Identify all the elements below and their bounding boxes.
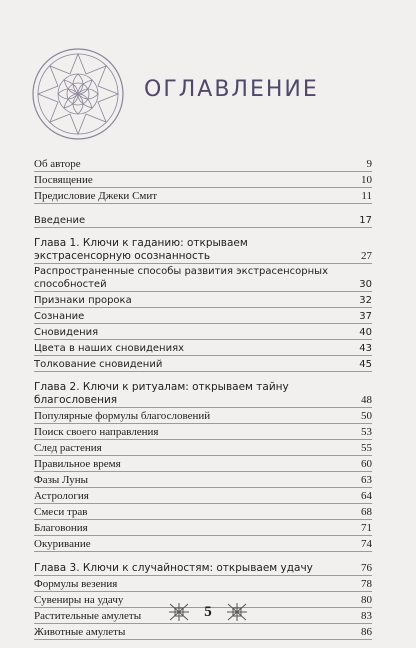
toc-entry-page: 27 [361, 250, 372, 262]
toc-entry [34, 308, 372, 324]
toc-entry-page: 32 [359, 295, 372, 306]
page-title: ОГЛАВЛЕНИЕ [144, 77, 319, 102]
toc-entry-title: Правильное время [34, 458, 121, 470]
toc-entry-page: 45 [359, 359, 372, 370]
toc-entry-title: Животные амулеты [34, 626, 126, 638]
toc-entry-page: 55 [361, 442, 372, 454]
toc-entry-title: Популярные формулы благословений [34, 410, 211, 422]
toc-entry [34, 520, 372, 536]
toc-entry-page: 11 [361, 190, 372, 202]
toc-entry [34, 340, 372, 356]
toc-entry-page: 40 [359, 327, 372, 338]
toc-entry-title: Астрология [34, 490, 89, 502]
toc-entry [34, 488, 372, 504]
toc-entry-title: Об авторе [34, 158, 81, 170]
toc-entry-page: 9 [366, 158, 372, 170]
toc-entry [34, 440, 372, 456]
star-ornament-icon [168, 602, 190, 622]
toc-section [34, 560, 372, 640]
toc-entry [34, 472, 372, 488]
toc-entry-page: 10 [361, 174, 372, 186]
toc-entry-title: Благовония [34, 522, 88, 534]
toc-chapter-entry [34, 236, 372, 264]
toc-entry-page: 64 [361, 490, 372, 502]
toc-entry-title: След растения [34, 442, 102, 454]
toc-section [34, 156, 372, 204]
toc-entry-title: Фазы Луны [34, 474, 89, 486]
toc-entry [34, 576, 372, 592]
toc-section [34, 380, 372, 552]
toc-entry-title: Посвящение [34, 174, 93, 186]
toc-entry-page: 43 [359, 343, 372, 354]
toc-header [22, 44, 402, 144]
toc-entry [34, 424, 372, 440]
toc-entry-page: 76 [361, 562, 372, 574]
toc-entry [34, 188, 372, 204]
toc-entry-page: 71 [361, 522, 372, 534]
toc-entry-title: Сновидения [34, 327, 99, 338]
toc-entry [34, 264, 372, 292]
toc-entry-title: Распространенные способы развития экстрасенсорных способностей [34, 266, 328, 290]
toc-entry-title: Поиск своего направления [34, 426, 159, 438]
toc-entry [34, 356, 372, 372]
toc-entry-title: Предисловие Джеки Смит [34, 190, 158, 202]
toc-entry-page: 86 [361, 626, 372, 638]
page-footer [0, 602, 416, 622]
toc-entry [34, 156, 372, 172]
toc-entry [34, 536, 372, 552]
toc-entry-page: 83 [361, 610, 372, 622]
toc-entry-title: Окуривание [34, 538, 91, 550]
toc-entry-page: 74 [361, 538, 372, 550]
toc-entry-title: Введение [34, 215, 86, 226]
toc-section [34, 236, 372, 372]
toc-entry-page: 53 [361, 426, 372, 438]
toc-section [34, 212, 372, 228]
toc-chapter-entry [34, 380, 372, 408]
toc-entry-title: Глава 2. Ключи к ритуалам: открываем тайну благословения [34, 381, 289, 406]
toc-entry-page: 63 [361, 474, 372, 486]
toc-entry [34, 624, 372, 640]
toc-entry-title: Сувениры на удачу [34, 594, 124, 606]
toc-entry-title: Признаки пророка [34, 295, 132, 306]
dreamcatcher-emblem-icon [30, 44, 126, 144]
toc-entry-title: Формулы везения [34, 578, 118, 590]
toc-entry [34, 456, 372, 472]
table-of-contents [34, 156, 372, 648]
toc-entry-page: 48 [361, 394, 372, 406]
toc-entry-page: 30 [359, 279, 372, 290]
toc-entry-title: Глава 1. Ключи к гаданию: открываем экстрасенсорную осознанность [34, 237, 248, 262]
toc-entry-page: 80 [361, 594, 372, 606]
toc-entry-title: Растительные амулеты [34, 610, 142, 622]
toc-entry-title: Глава 3. Ключи к случайностям: открываем удачу [34, 562, 313, 574]
toc-entry [34, 172, 372, 188]
toc-entry-title: Сознание [34, 311, 85, 322]
toc-entry-page: 50 [361, 410, 372, 422]
toc-entry [34, 212, 372, 228]
toc-entry-page: 37 [359, 311, 372, 322]
toc-chapter-entry [34, 560, 372, 576]
page-number: 5 [204, 603, 212, 620]
toc-entry [34, 324, 372, 340]
toc-entry-title: Смеси трав [34, 506, 88, 518]
toc-entry-page: 68 [361, 506, 372, 518]
toc-entry-page: 60 [361, 458, 372, 470]
toc-entry [34, 292, 372, 308]
toc-entry [34, 408, 372, 424]
toc-entry-page: 17 [359, 215, 372, 226]
toc-entry-title: Цвета в наших сновидениях [34, 343, 185, 354]
toc-entry-title: Толкование сновидений [34, 359, 163, 370]
toc-entry [34, 504, 372, 520]
toc-entry-page: 78 [361, 578, 372, 590]
star-ornament-icon [226, 602, 248, 622]
